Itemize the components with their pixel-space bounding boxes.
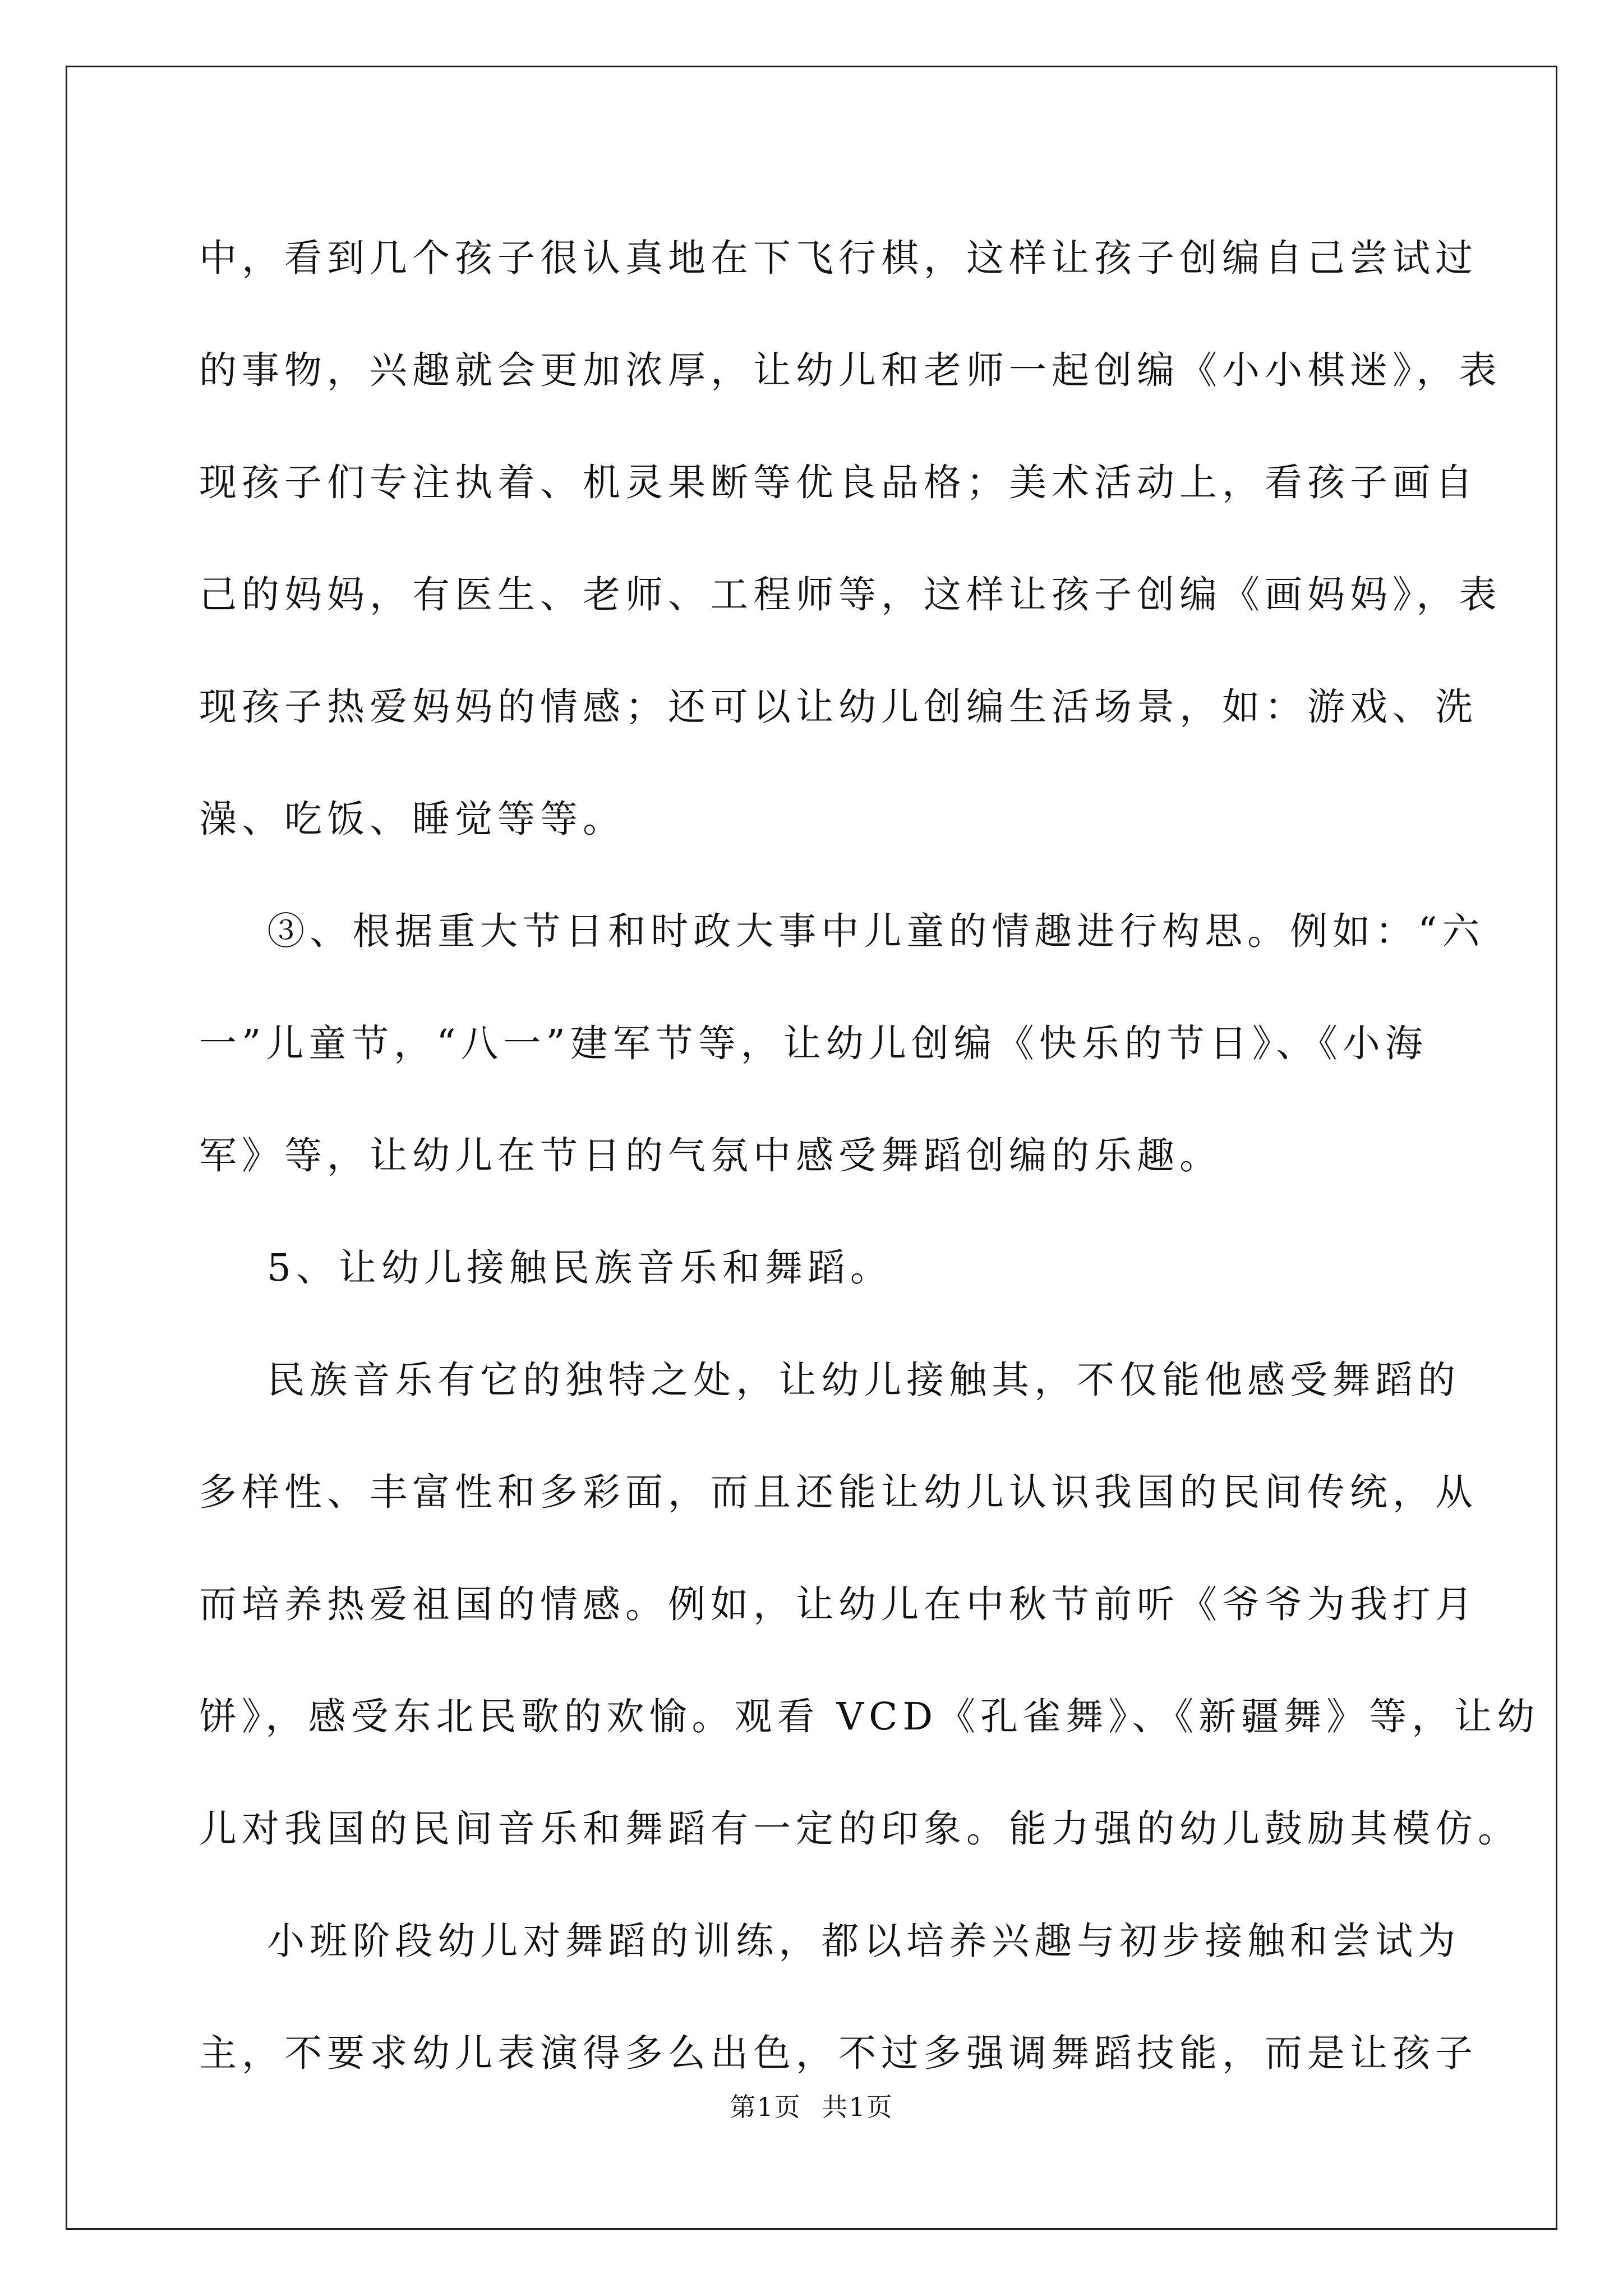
text-line: 的事物，兴趣就会更加浓厚，让幼儿和老师一起创编《小小棋迷》，表 [199,348,1502,392]
text-line: 中，看到几个孩子很认真地在下飞行棋，这样让孩子创编自己尝试过 [199,236,1478,280]
text-line: 澡、吃饭、睡觉等等。 [199,797,625,841]
text-line: 民族音乐有它的独特之处，让幼儿接触其，不仅能他感受舞蹈的 [199,1358,1461,1402]
text-line: 己的妈妈，有医生、老师、工程师等，这样让孩子创编《画妈妈》，表 [199,573,1502,616]
text-line: 一”儿童节，“八一”建军节等，让幼儿创编《快乐的节日》、《小海 [199,1022,1428,1065]
text-line: 小班阶段幼儿对舞蹈的训练，都以培养兴趣与初步接触和尝试为 [199,1919,1461,1963]
text-line: 现孩子们专注执着、机灵果断等优良品格；美术活动上，看孩子画自 [199,461,1478,504]
text-line: ③、根据重大节日和时政大事中儿童的情趣进行构思。例如：“六 [199,909,1485,953]
page-total: 共1页 [822,2092,893,2122]
text-line: 5、让幼儿接触民族音乐和舞蹈。 [199,1246,893,1290]
text-line: 而培养热爱祖国的情感。例如，让幼儿在中秋节前听《爷爷为我打月 [199,1582,1478,1626]
text-line: 多样性、丰富性和多彩面，而且还能让幼儿认识我国的民间传统，从 [199,1470,1478,1514]
text-line: 饼》，感受东北民歌的欢愉。观看 VCD《孔雀舞》、《新疆舞》等，让幼 [199,1695,1540,1738]
page-number: 第1页 [730,2092,801,2122]
text-line: 现孩子热爱妈妈的情感；还可以让幼儿创编生活场景，如：游戏、洗 [199,685,1478,729]
document-body [199,202,1540,2109]
text-line: 儿对我国的民间音乐和舞蹈有一定的印象。能力强的幼儿鼓励其模仿。 [199,1807,1520,1851]
text-line: 军》等，让幼儿在节日的气氛中感受舞蹈创编的乐趣。 [199,1134,1222,1177]
page-footer [0,2087,1623,2124]
text-line: 主，不要求幼儿表演得多么出色，不过多强调舞蹈技能，而是让孩子 [199,2031,1478,2075]
